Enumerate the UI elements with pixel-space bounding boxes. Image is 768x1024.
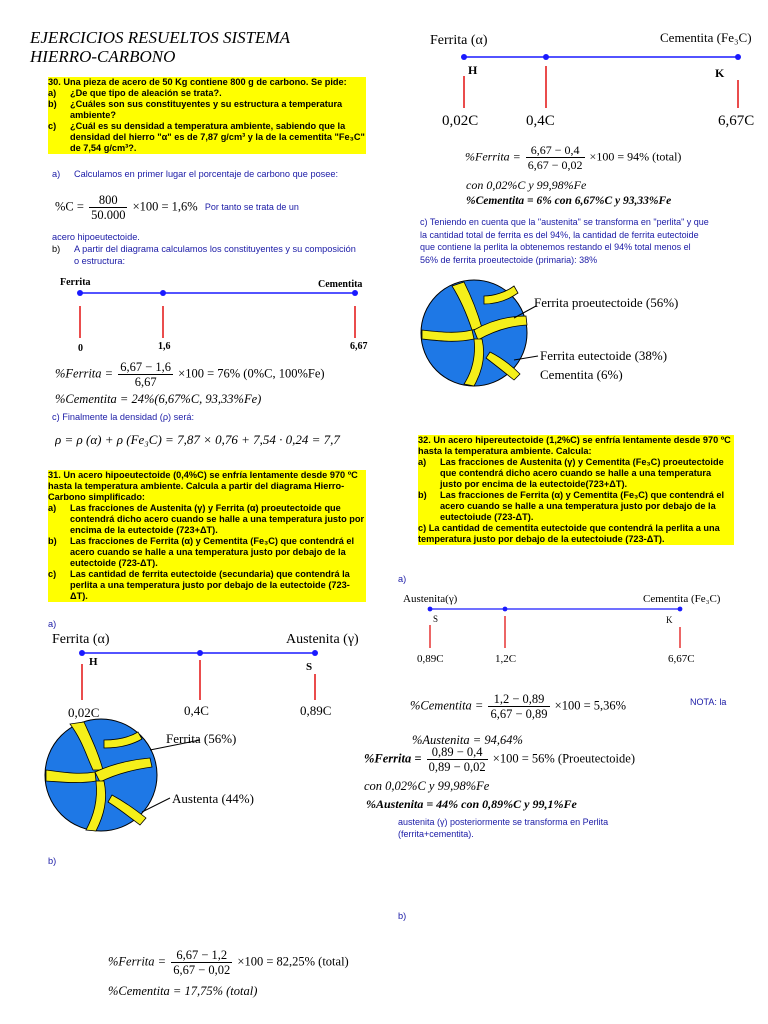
p30-question-c: c) ¿Cuál es su densidad a temperatura ambiente, sabiendo que la densidad del hierro "α" es de 7,87 g/cm³ y la de la cementita "Fe₃C" de 7,54 g/cm³?. (48, 121, 365, 153)
p31-eq-cementita: %Cementita = 17,75% (total) (108, 984, 258, 998)
p32-question-b: b) Las fracciones de Ferrita (α) y Cementita (Fe₃C) que contendrá el acero cuando se halle a una temperatura justo por debajo de la eutectoiude (723-ΔT). (418, 490, 734, 523)
p30-question-b: b) ¿Cuáles son sus constituyentes y su estructura a temperatura ambiente? (48, 99, 366, 121)
rt-diag-left-label: Ferrita (α) (430, 33, 488, 48)
p31-tick-1: 0,4C (184, 703, 209, 718)
rt-eq-ferrita: %Ferrita = $\frac{6,67 - 0,4}{6,67 - 0,02}$ ×100 = 94% (total) (465, 143, 682, 172)
p32-eq-austenita: %Austenita = 94,64% (412, 733, 523, 747)
rt-point-k: K (715, 66, 725, 80)
p31-tick-2: 0,89C (300, 703, 332, 718)
rt-micro-label-proeutectoide: Ferrita proeutectoide (56%) (534, 295, 679, 310)
p30-question-a: a) ¿De que tipo de aleación se trata?. (48, 88, 366, 99)
p31-question-a: a) Las fracciones de Austenita (γ) y Ferrita (α) proeutectoide que contendrá dicho acero cuando se halle a una temperatura justo por encima de la eutectoide (723+ΔT). (48, 503, 365, 535)
rt-micro-label-cementita: Cementita (6%) (540, 367, 623, 382)
rt-point-h: H (468, 63, 478, 77)
p32-eq-austenita-comp: %Austenita = 44% con 0,89%C y 99,1%Fe (366, 797, 577, 811)
p30-answer-a-end: acero hipoeutectoide. (52, 232, 140, 242)
p32-tick-0: 0,89C (417, 653, 444, 665)
p32-tick-1: 1,2C (495, 653, 517, 665)
p32-section-b: b) (398, 911, 407, 921)
p30-answer-c: c) Finalmente la densidad (ρ) será: (52, 412, 195, 422)
p31-point-h: H (89, 656, 98, 668)
p32-tick-2: 6,67C (668, 653, 695, 665)
p32-note: austenita (γ) posteriormente se transforma en Perlita (ferrita+cementita). (398, 817, 609, 839)
p30-answer-a: a) Calculamos en primer lugar el porcentaje de carbono que posee: (52, 169, 339, 179)
p30-intro: 30. Una pieza de acero de 50 Kg contiene 800 g de carbono. Se pide: (48, 77, 366, 88)
p31-section-b: b) (48, 856, 57, 866)
p31-micro-label-austenita: Austenta (44%) (172, 791, 254, 806)
p31-question-c: c) Las cantidad de ferrita eutectoide (secundaria) que contendrá la perlita a una temperatura justo por debajo de la eutectoide (723-ΔT). (48, 569, 366, 602)
rt-micro-label-eutectoide: Ferrita eutectoide (38%) (540, 348, 668, 363)
p32-eq-cementita: %Cementita = $\frac{1,2 - 0,89}{6,67 - 0,89}$ ×100 = 5,36% (410, 692, 627, 721)
rt-diag-right-label: Cementita (Fe₃C) (660, 30, 752, 45)
title-line-2: HIERRO-CARBONO (30, 47, 176, 66)
p31-micro-label-ferrita: Ferrita (56%) (166, 731, 237, 746)
p30-eq-density: ρ = ρ (α) + ρ (Fe₃C) = 7,87 × 0,76 + 7,54 · 0,24 = 7,7 (55, 432, 340, 447)
title-line-1: EJERCICIOS RESUELTOS SISTEMA (30, 28, 290, 47)
p32-eq-ferrita-comp: con 0,02%C y 99,98%Fe (364, 779, 490, 793)
rt-tick-2: 6,67C (718, 113, 755, 129)
p31-intro: 31. Un acero hipoeutectoide (0,4%C) se enfría lentamente desde 970 ºC hasta la temperatura ambiente. Calcula a partir del diagrama Hierro-Carbono simplificado: (48, 470, 366, 503)
rt-answer-c: c) Teniendo en cuenta que la "austenita" se transforma en "perlita" y que la cantidad total de ferrita es del 94%, la cantidad de ferrita eutectoide que contiene la perlita la obtenemos restando el 94% total menos el 56% de ferrita proeutectoide (primaria): 38% (420, 217, 709, 265)
p32-question-c: c) La cantidad de cementita eutectoide que contendrá la perlita a una temperatura justo por debajo de la eutectoiude (723-ΔT). (418, 523, 734, 545)
p32-intro: 32. Un acero hipereutectoide (1,2%C) se enfría lentamente desde 970 ºC hasta la temperatura ambiente. Calcula: (418, 435, 734, 457)
p31-eq-ferrita: %Ferrita = $\frac{6,67 - 1,2}{6,67 - 0,02}$ ×100 = 82,25% (total) (108, 948, 349, 977)
p30-diag-right-label: Cementita (318, 279, 363, 290)
p31-diag-right-label: Austenita (γ) (286, 632, 359, 647)
p32-section-a: a) (398, 574, 407, 584)
p31-section-a: a) (48, 619, 57, 629)
p30-eq-carbon: %C = $\frac{800}{50.000}$ ×100 = 1,6% Por tanto se trata de un (55, 193, 299, 222)
p32-question-a: a) Las fracciones de Austenita (γ) y Cementita (Fe₃C) proeutectoide que contendrá dicho acero cuando se halle a una temperatura justo por encima de la eutectoide(723+ΔT). (418, 457, 734, 490)
rt-tick-0: 0,02C (442, 113, 479, 129)
p30-diag-left-label: Ferrita (60, 277, 91, 288)
p30-eq-cementita: %Cementita = 24%(6,67%C, 93,33%Fe) (55, 392, 262, 406)
p32-point-k: K (666, 615, 673, 625)
p31-diag-left-label: Ferrita (α) (52, 632, 110, 647)
p30-tick-1: 1,6 (158, 341, 171, 352)
p32-diag-left-label: Austenita(γ) (403, 593, 458, 605)
p31-question-b: b) Las fracciones de Ferrita (α) y Cementita (Fe₃C) que contendrá el acero cuando se halle a una temperatura justo por debajo de la eutectoide (723-ΔT). (48, 536, 366, 569)
p32-diag-right-label: Cementita (Fe₃C) (643, 593, 721, 605)
p32-nota: NOTA: la (690, 697, 727, 707)
p30-eq-ferrita: %Ferrita = $\frac{6,67 - 1,6}{6,67}$ ×100 = 76% (0%C, 100%Fe) (55, 360, 325, 389)
p31-point-s: S (306, 661, 313, 673)
p30-answer-b: b) A partir del diagrama calculamos los constituyentes y su composición o estructura: (52, 244, 356, 266)
p30-tick-2: 6,67 (350, 341, 368, 352)
rt-eq-cementita: %Cementita = 6% con 6,67%C y 93,33%Fe (466, 195, 672, 207)
rt-tick-1: 0,4C (526, 113, 555, 129)
p30-tick-0: 0 (78, 343, 83, 354)
p31-tick-0: 0,02C (68, 705, 100, 720)
rt-eq-ferrita-comp: con 0,02%C y 99,98%Fe (466, 178, 587, 192)
p32-eq-ferrita: %Ferrita = $\frac{0,89 - 0,4}{0,89 - 0,02}$ ×100 = 56% (Proeutectoide) (364, 745, 635, 774)
p32-point-s: S (433, 614, 439, 624)
